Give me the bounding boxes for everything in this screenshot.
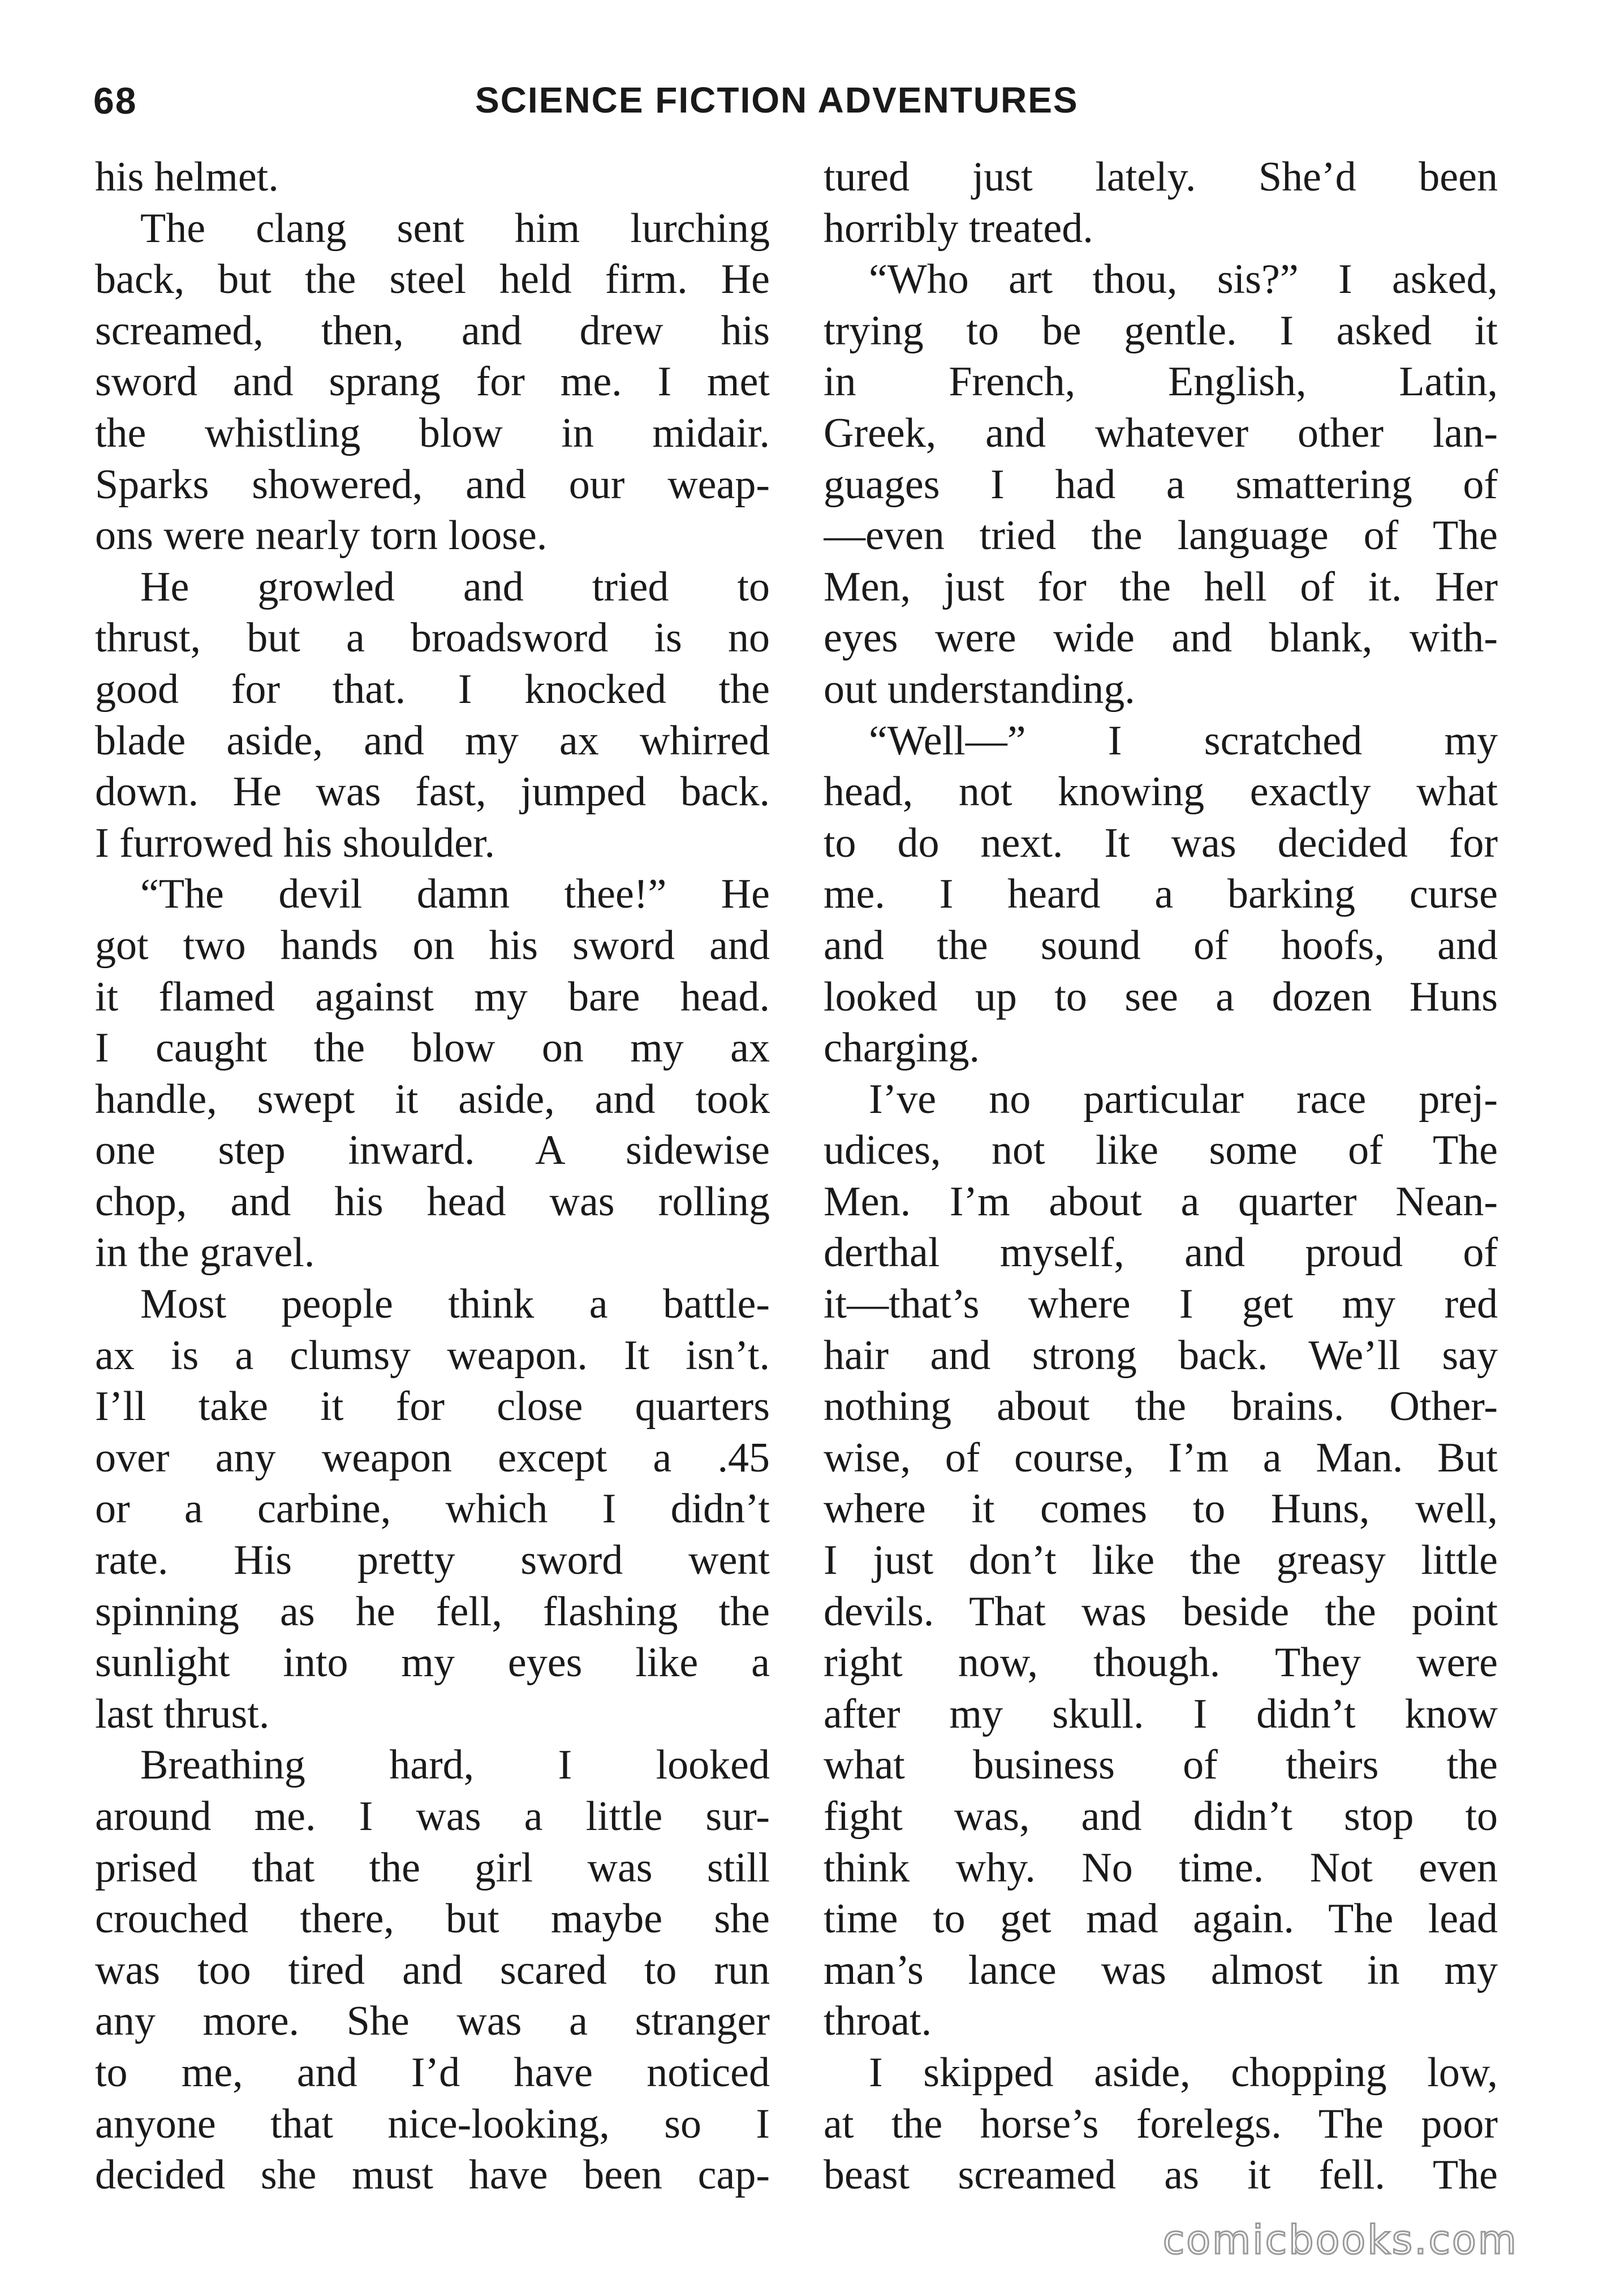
text-line: out understanding.	[824, 666, 1135, 713]
running-title: SCIENCE FICTION ADVENTURES	[475, 80, 1079, 120]
text-line: nothing about the brains. Other-	[824, 1383, 1498, 1430]
page-number: 68	[93, 80, 137, 122]
text-line: rate. His pretty sword went	[95, 1537, 770, 1584]
text-line: tured just lately. She’d been	[824, 154, 1498, 200]
text-line: in the gravel.	[95, 1229, 315, 1276]
text-line: think why. No time. Not even	[824, 1844, 1498, 1891]
text-line: decided she must have been cap-	[95, 2152, 770, 2199]
text-line: ax is a clumsy weapon. It isn’t.	[95, 1332, 770, 1379]
text-line: The clang sent him lurching	[140, 205, 770, 252]
text-line: sunlight into my eyes like a	[95, 1639, 770, 1686]
text-line: Greek, and whatever other lan-	[824, 409, 1498, 456]
text-line: beast screamed as it fell. The	[824, 2152, 1498, 2199]
text-line: guages I had a smattering of	[824, 461, 1498, 508]
text-line: ons were nearly torn loose.	[95, 512, 548, 559]
text-line: time to get mad again. The lead	[824, 1896, 1498, 1943]
text-line: —even tried the language of The	[824, 512, 1498, 559]
text-line: Men. I’m about a quarter Nean-	[824, 1178, 1498, 1225]
text-line: blade aside, and my ax whirred	[95, 717, 770, 764]
text-line: eyes were wide and blank, with-	[824, 615, 1498, 662]
left-text-column	[95, 152, 770, 2201]
right-text-column	[824, 152, 1498, 2201]
text-line: anyone that nice-looking, so I	[95, 2100, 770, 2147]
text-line: Most people think a battle-	[140, 1281, 770, 1328]
text-line: his helmet.	[95, 154, 279, 200]
text-line: prised that the girl was still	[95, 1844, 770, 1891]
text-line: it—that’s where I get my red	[824, 1281, 1498, 1328]
text-line: I just don’t like the greasy little	[824, 1537, 1498, 1584]
text-line: me. I heard a barking curse	[824, 871, 1498, 918]
text-line: I caught the blow on my ax	[95, 1025, 770, 1072]
text-line: back, but the steel held firm. He	[95, 256, 770, 303]
text-line: after my skull. I didn’t know	[824, 1690, 1498, 1737]
text-line: throat.	[824, 1998, 932, 2045]
text-line: I furrowed his shoulder.	[95, 819, 495, 866]
text-line: and the sound of hoofs, and	[824, 922, 1498, 969]
text-line: devils. That was beside the point	[824, 1588, 1498, 1635]
text-line: horribly treated.	[824, 205, 1093, 252]
text-line: “Well—” I scratched my	[869, 717, 1498, 764]
text-line: He growled and tried to	[140, 563, 770, 610]
text-line: good for that. I knocked the	[95, 666, 770, 713]
text-line: chop, and his head was rolling	[95, 1178, 770, 1225]
text-line: trying to be gentle. I asked it	[824, 307, 1498, 354]
text-line: I skipped aside, chopping low,	[869, 2049, 1498, 2096]
text-line: any more. She was a stranger	[95, 1998, 770, 2045]
text-line: over any weapon except a .45	[95, 1434, 770, 1481]
text-line: or a carbine, which I didn’t	[95, 1486, 770, 1533]
text-line: udices, not like some of The	[824, 1127, 1498, 1174]
text-line: looked up to see a dozen Huns	[824, 973, 1498, 1020]
text-line: got two hands on his sword and	[95, 922, 770, 969]
text-line: was too tired and scared to run	[95, 1947, 770, 1993]
text-line: one step inward. A sidewise	[95, 1127, 770, 1174]
text-line: last thrust.	[95, 1690, 270, 1737]
text-line: to me, and I’d have noticed	[95, 2049, 770, 2096]
text-line: screamed, then, and drew his	[95, 307, 770, 354]
text-line: crouched there, but maybe she	[95, 1896, 770, 1943]
text-line: thrust, but a broadsword is no	[95, 615, 770, 662]
text-line: I’ve no particular race prej-	[869, 1076, 1498, 1123]
text-line: derthal myself, and proud of	[824, 1229, 1498, 1276]
text-line: what business of theirs the	[824, 1742, 1498, 1789]
text-line: “Who art thou, sis?” I asked,	[869, 256, 1498, 303]
text-line: down. He was fast, jumped back.	[95, 769, 770, 815]
text-line: wise, of course, I’m a Man. But	[824, 1434, 1498, 1481]
text-line: around me. I was a little sur-	[95, 1793, 770, 1840]
watermark: comicbooks.com	[1162, 2217, 1518, 2263]
text-line: fight was, and didn’t stop to	[824, 1793, 1498, 1840]
text-line: Men, just for the hell of it. Her	[824, 563, 1498, 610]
text-line: Breathing hard, I looked	[140, 1742, 770, 1789]
text-line: “The devil damn thee!” He	[140, 871, 770, 918]
text-line: sword and sprang for me. I met	[95, 359, 770, 405]
text-line: I’ll take it for close quarters	[95, 1383, 770, 1430]
text-line: where it comes to Huns, well,	[824, 1486, 1498, 1533]
text-line: Sparks showered, and our weap-	[95, 461, 770, 508]
text-line: head, not knowing exactly what	[824, 769, 1498, 815]
text-line: man’s lance was almost in my	[824, 1947, 1498, 1993]
text-line: it flamed against my bare head.	[95, 973, 770, 1020]
text-line: right now, though. They were	[824, 1639, 1498, 1686]
text-line: hair and strong back. We’ll say	[824, 1332, 1498, 1379]
text-line: at the horse’s forelegs. The poor	[824, 2100, 1498, 2147]
text-line: the whistling blow in midair.	[95, 409, 770, 456]
text-line: handle, swept it aside, and took	[95, 1076, 770, 1123]
text-line: to do next. It was decided for	[824, 819, 1498, 866]
text-line: spinning as he fell, flashing the	[95, 1588, 770, 1635]
text-line: charging.	[824, 1025, 980, 1072]
page-header	[93, 79, 1507, 130]
text-line: in French, English, Latin,	[824, 359, 1498, 405]
